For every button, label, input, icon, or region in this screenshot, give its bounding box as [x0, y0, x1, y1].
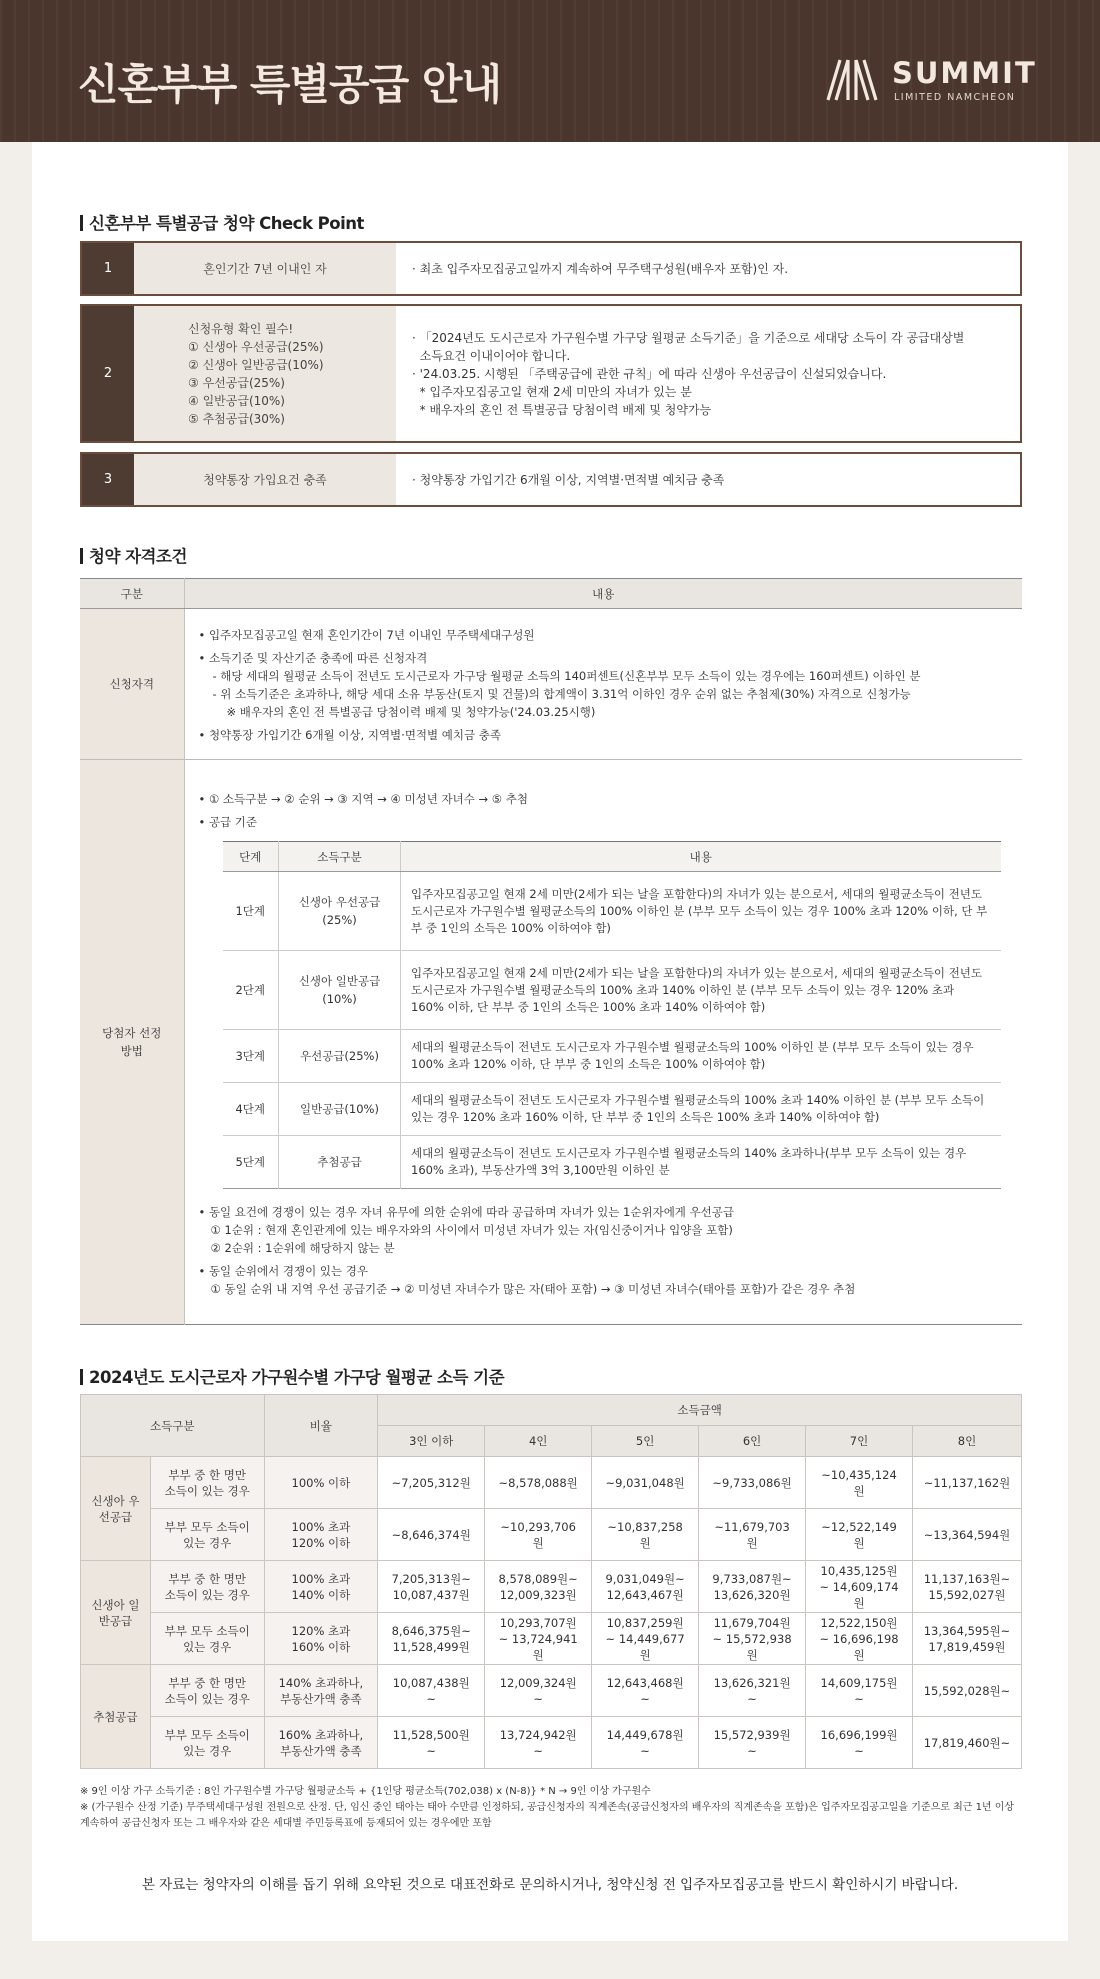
content-line: • ① 소득구분 → ② 순위 → ③ 지역 → ④ 미성년 자녀수 → ⑤ 추첨 [198, 792, 528, 806]
income-value-cell: 10,293,707원~ 13,724,941원 [485, 1613, 592, 1665]
income-value-cell: 11,137,163원~ 15,592,027원 [913, 1561, 1022, 1613]
checkpoint-desc-line: 소득요건 이내이어야 합니다. [412, 348, 571, 363]
ratio-cell: 140% 초과하나, 부동산가액 충족 [264, 1665, 378, 1717]
stage-cell: 3단계 [223, 1030, 279, 1083]
income-value-cell: 16,696,199원~ [806, 1717, 913, 1769]
income-value-cell: 9,031,049원~ 12,643,467원 [592, 1561, 699, 1613]
type-cell: 추첨공급 [279, 1136, 401, 1189]
checkpoint-description [396, 243, 1020, 294]
column-header: 소득구분 [81, 1395, 265, 1457]
row-label-text: 당첨자 선정방법 [102, 1026, 162, 1058]
table-row [81, 1665, 1022, 1717]
supply-type-item: ③ 우선공급(25%) [188, 375, 285, 390]
logo-name: SUMMIT [892, 56, 1037, 90]
ratio-cell: 100% 초과 140% 이하 [264, 1561, 378, 1613]
content-line: • 공급 기준 [198, 815, 258, 829]
desc-cell: 입주자모집공고일 현재 2세 미만(2세가 되는 날을 포함한다)의 자녀가 있는 분으로서, 세대의 월평균소득이 전년도 도시근로자 가구원수별 월평균소득의 100% 초과 140% 이하인 분 (부부 모두 소득이 있는 경우 120% 초과 160% 이하, 단 부부 중 1인의 소득은 100% 초과 140% 이하여야 함) [401, 951, 1001, 1030]
type-cell: 우선공급(25%) [279, 1030, 401, 1083]
summit-logo-icon [826, 58, 880, 102]
checkpoint-desc-line: · '24.03.25. 시행된 「주택공급에 관한 규칙」에 따라 신생아 우선공급이 신설되었습니다. [412, 366, 887, 381]
income-value-cell: 12,522,150원~ 16,696,198원 [806, 1613, 913, 1665]
column-header: 소득구분 [279, 842, 401, 872]
subcategory-cell: 부부 중 한 명만 소득이 있는 경우 [150, 1561, 264, 1613]
content-line: ② 2순위 : 1순위에 해당하지 않는 분 [210, 1241, 395, 1255]
income-value-cell: ~8,578,088원 [485, 1457, 592, 1509]
type-cell: 신생아 우선공급(25%) [279, 872, 401, 951]
note-line: ※ (가구원수 산정 기준) 무주택세대구성원 전원으로 산정. 단, 임신 중인 태아는 태아 수만큼 인정하되, 공급신청자의 직계존속(공급신청자의 배우자의 직계존속을 포함)은 입주자모집공고일을 기준으로 최근 1년 이상 계속하여 공급신청자 또는 그 배우자와 같은 세대별 주민등록표에 등재되어 있는 경우에만 포함 [80, 1802, 1015, 1829]
checkpoint-desc-line: * 배우자의 혼인 전 특별공급 당첨이력 배제 및 청약가능 [412, 402, 712, 417]
income-value-cell: ~8,646,374원 [378, 1509, 485, 1561]
checkpoint-heading: 신혼부부 특별공급 청약 Check Point [80, 210, 364, 234]
page-title: 신혼부부 특별공급 안내 [78, 60, 501, 109]
note-line: ※ 9인 이상 가구 소득기준 : 8인 가구원수별 가구당 월평균소득 + {1인당 평균소득(702,038) x (N-8)} * N → 9인 이상 가구원수 [80, 1786, 651, 1797]
content-line: ※ 배우자의 혼인 전 특별공급 당첨이력 배제 및 청약가능('24.03.25시행) [226, 705, 596, 719]
income-value-cell: 14,609,175원~ [806, 1665, 913, 1717]
stage-cell: 1단계 [223, 872, 279, 951]
ratio-cell: 120% 초과 160% 이하 [264, 1613, 378, 1665]
income-value-cell: 14,449,678원~ [592, 1717, 699, 1769]
table-row [81, 1509, 1022, 1561]
footer-notice: 본 자료는 청약자의 이해를 돕기 위해 요약된 것으로 대표전화로 문의하시거나, 청약신청 전 입주자모집공고를 반드시 확인하시기 바랍니다. [141, 1877, 959, 1893]
column-header: 비율 [264, 1395, 378, 1457]
content-line: - 해당 세대의 월평균 소득이 전년도 도시근로자 가구당 월평균 소득의 140퍼센트(신혼부부 모두 소득이 있는 경우에는 160퍼센트) 이하인 분 [212, 669, 921, 683]
household-header: 8인 [913, 1426, 1022, 1457]
income-value-cell: ~10,435,124원 [806, 1457, 913, 1509]
checkpoint-desc-line: * 입주자모집공고일 현재 2세 미만의 자녀가 있는 분 [412, 384, 692, 399]
stage-cell: 5단계 [223, 1136, 279, 1189]
household-header: 3인 이하 [378, 1426, 485, 1457]
income-value-cell: 11,528,500원~ [378, 1717, 485, 1769]
table-row [81, 1457, 1022, 1509]
household-header: 4인 [485, 1426, 592, 1457]
desc-cell: 세대의 월평균소득이 전년도 도시근로자 가구원수별 월평균소득의 100% 이하인 분 (부부 모두 소득이 있는 경우 100% 초과 120% 이하, 단 부부 중 1인의 소득은 100% 이하여야 함) [401, 1030, 1001, 1083]
ratio-cell: 100% 이하 [264, 1457, 378, 1509]
stage-cell: 2단계 [223, 951, 279, 1030]
income-value-cell: ~9,733,086원 [699, 1457, 806, 1509]
income-heading: 2024년도 도시근로자 가구원수별 가구당 월평균 소득 기준 [80, 1364, 504, 1388]
content-line: ① 1순위 : 현재 혼인관계에 있는 배우자와의 사이에서 미성년 자녀가 있는 자(임신중이거나 입양을 포함) [210, 1223, 733, 1237]
household-header: 6인 [699, 1426, 806, 1457]
desc-cell: 세대의 월평균소득이 전년도 도시근로자 가구원수별 월평균소득의 140% 초과하나(부부 모두 소득이 있는 경우 160% 초과), 부동산가액 3억 3,100만원 이하인 분 [401, 1136, 1001, 1189]
supply-type-item: ② 신생아 일반공급(10%) [188, 357, 324, 372]
checkpoint-number: 1 [82, 243, 134, 294]
checkpoint-desc-line: · 청약통장 가입기간 6개월 이상, 지역별·면적별 예치금 충족 [412, 472, 725, 487]
qualification-table [80, 578, 1022, 1325]
eligibility-content [184, 609, 1022, 760]
income-value-cell: 12,009,324원~ [485, 1665, 592, 1717]
content-line: - 위 소득기준은 초과하나, 해당 세대 소유 부동산(토지 및 건물)의 합계액이 3.31억 이하인 경우 순위 없는 추첨제(30%) 자격으로 신청가능 [212, 687, 911, 701]
category-cell: 추첨공급 [81, 1665, 151, 1769]
subcategory-cell: 부부 모두 소득이 있는 경우 [150, 1717, 264, 1769]
income-value-cell: 17,819,460원~ [913, 1717, 1022, 1769]
content-line: • 동일 요건에 경쟁이 있는 경우 자녀 유무에 의한 순위에 따라 공급하며 자녀가 있는 1순위자에게 우선공급 [198, 1205, 735, 1219]
selection-content [184, 760, 1022, 1325]
table-row [223, 1136, 1001, 1189]
desc-cell: 입주자모집공고일 현재 2세 미만(2세가 되는 날을 포함한다)의 자녀가 있는 분으로서, 세대의 월평균소득이 전년도 도시근로자 가구원수별 월평균소득의 100% 이하인 분 (부부 모두 소득이 있는 경우 100% 초과 120% 이하, 단 부부 중 1인의 소득은 100% 이하여야 함) [401, 872, 1001, 951]
stage-cell: 4단계 [223, 1083, 279, 1136]
income-value-cell: ~13,364,594원 [913, 1509, 1022, 1561]
column-header: 내용 [401, 842, 1001, 872]
category-cell: 신생아 우선공급 [81, 1457, 151, 1561]
income-value-cell: 15,572,939원~ [699, 1717, 806, 1769]
income-value-cell: ~12,522,149원 [806, 1509, 913, 1561]
income-value-cell: 8,646,375원~ 11,528,499원 [378, 1613, 485, 1665]
checkpoint-label [134, 306, 396, 441]
income-value-cell: 8,578,089원~ 12,009,323원 [485, 1561, 592, 1613]
content-line: • 입주자모집공고일 현재 혼인기간이 7년 이내인 무주택세대구성원 [198, 628, 535, 642]
checkpoint-row [80, 452, 1022, 507]
category-cell: 신생아 일반공급 [81, 1561, 151, 1665]
type-cell: 신생아 일반공급(10%) [279, 951, 401, 1030]
row-label: 신청자격 [80, 609, 184, 760]
income-value-cell: 12,643,468원~ [592, 1665, 699, 1717]
supply-stage-table [223, 841, 1001, 1189]
checkpoint-label: 청약통장 가입요건 충족 [134, 454, 396, 505]
column-header: 구분 [80, 579, 184, 609]
column-header: 내용 [184, 579, 1022, 609]
desc-cell: 세대의 월평균소득이 전년도 도시근로자 가구원수별 월평균소득의 100% 초과 140% 이하인 분 (부부 모두 소득이 있는 경우 120% 초과 160% 이하, 단 부부 중 1인의 소득은 100% 초과 140% 이하여야 함) [401, 1083, 1001, 1136]
table-row [81, 1717, 1022, 1769]
table-row [223, 872, 1001, 951]
subcategory-cell: 부부 모두 소득이 있는 경우 [150, 1613, 264, 1665]
ratio-cell: 100% 초과 120% 이하 [264, 1509, 378, 1561]
household-header: 5인 [592, 1426, 699, 1457]
qualification-heading: 청약 자격조건 [80, 543, 187, 567]
income-value-cell: 10,435,125원~ 14,609,174원 [806, 1561, 913, 1613]
income-value-cell: ~9,031,048원 [592, 1457, 699, 1509]
content-line: ① 동일 순위 내 지역 우선 공급기준 → ② 미성년 자녀수가 많은 자(태아 포함) → ③ 미성년 자녀수(태아를 포함)가 같은 경우 추첨 [210, 1282, 856, 1296]
checkpoint-number: 3 [82, 454, 134, 505]
checkpoint-row [80, 304, 1022, 443]
checkpoint-desc-line: · 최초 입주자모집공고일까지 계속하여 무주택구성원(배우자 포함)인 자. [412, 261, 789, 276]
income-value-cell: ~11,679,703원 [699, 1509, 806, 1561]
checkpoint-desc-line: · 「2024년도 도시근로자 가구원수별 가구당 월평균 소득기준」을 기준으로 세대당 소득이 각 공급대상별 [412, 330, 965, 345]
household-header: 7인 [806, 1426, 913, 1457]
table-row [223, 1030, 1001, 1083]
income-value-cell: ~7,205,312원 [378, 1457, 485, 1509]
column-header: 소득금액 [378, 1395, 1022, 1426]
summit-logo [826, 56, 1037, 106]
subcategory-cell: 부부 모두 소득이 있는 경우 [150, 1509, 264, 1561]
income-value-cell: ~11,137,162원 [913, 1457, 1022, 1509]
income-value-cell: 7,205,313원~ 10,087,437원 [378, 1561, 485, 1613]
checkpoint-number: 2 [82, 306, 134, 441]
type-cell: 일반공급(10%) [279, 1083, 401, 1136]
checkpoint-description [396, 454, 1020, 505]
checkpoint-label-title: 신청유형 확인 필수! [188, 321, 294, 336]
income-value-cell: 9,733,087원~ 13,626,320원 [699, 1561, 806, 1613]
checkpoint-description [396, 306, 1020, 441]
content-line: • 동일 순위에서 경쟁이 있는 경우 [198, 1264, 368, 1278]
income-value-cell: 13,724,942원~ [485, 1717, 592, 1769]
supply-type-item: ④ 일반공급(10%) [188, 393, 285, 408]
supply-type-item: ① 신생아 우선공급(25%) [188, 339, 324, 354]
subcategory-cell: 부부 중 한 명만 소득이 있는 경우 [150, 1665, 264, 1717]
income-value-cell: 10,087,438원~ [378, 1665, 485, 1717]
content-line: • 청약통장 가입기간 6개월 이상, 지역별·면적별 예치금 충족 [198, 728, 502, 742]
income-value-cell: 15,592,028원~ [913, 1665, 1022, 1717]
checkpoint-label: 혼인기간 7년 이내인 자 [134, 243, 396, 294]
table-row [223, 951, 1001, 1030]
income-value-cell: 13,364,595원~ 17,819,459원 [913, 1613, 1022, 1665]
logo-subtitle: LIMITED NAMCHEON [894, 92, 1016, 103]
income-value-cell: 11,679,704원~ 15,572,938원 [699, 1613, 806, 1665]
income-table [80, 1394, 1022, 1769]
ratio-cell: 160% 초과하나, 부동산가액 충족 [264, 1717, 378, 1769]
income-notes [80, 1784, 1022, 1832]
income-value-cell: ~10,293,706원 [485, 1509, 592, 1561]
table-row [81, 1613, 1022, 1665]
income-value-cell: 13,626,321원~ [699, 1665, 806, 1717]
column-header: 단계 [223, 842, 279, 872]
income-value-cell: ~10,837,258원 [592, 1509, 699, 1561]
table-row [223, 1083, 1001, 1136]
header-banner [0, 0, 1100, 142]
income-value-cell: 10,837,259원~ 14,449,677원 [592, 1613, 699, 1665]
row-label [80, 760, 184, 1325]
content-line: • 소득기준 및 자산기준 충족에 따른 신청자격 [198, 651, 428, 665]
table-row [81, 1561, 1022, 1613]
subcategory-cell: 부부 중 한 명만 소득이 있는 경우 [150, 1457, 264, 1509]
checkpoint-row [80, 241, 1022, 296]
supply-type-item: ⑤ 추첨공급(30%) [188, 411, 285, 426]
